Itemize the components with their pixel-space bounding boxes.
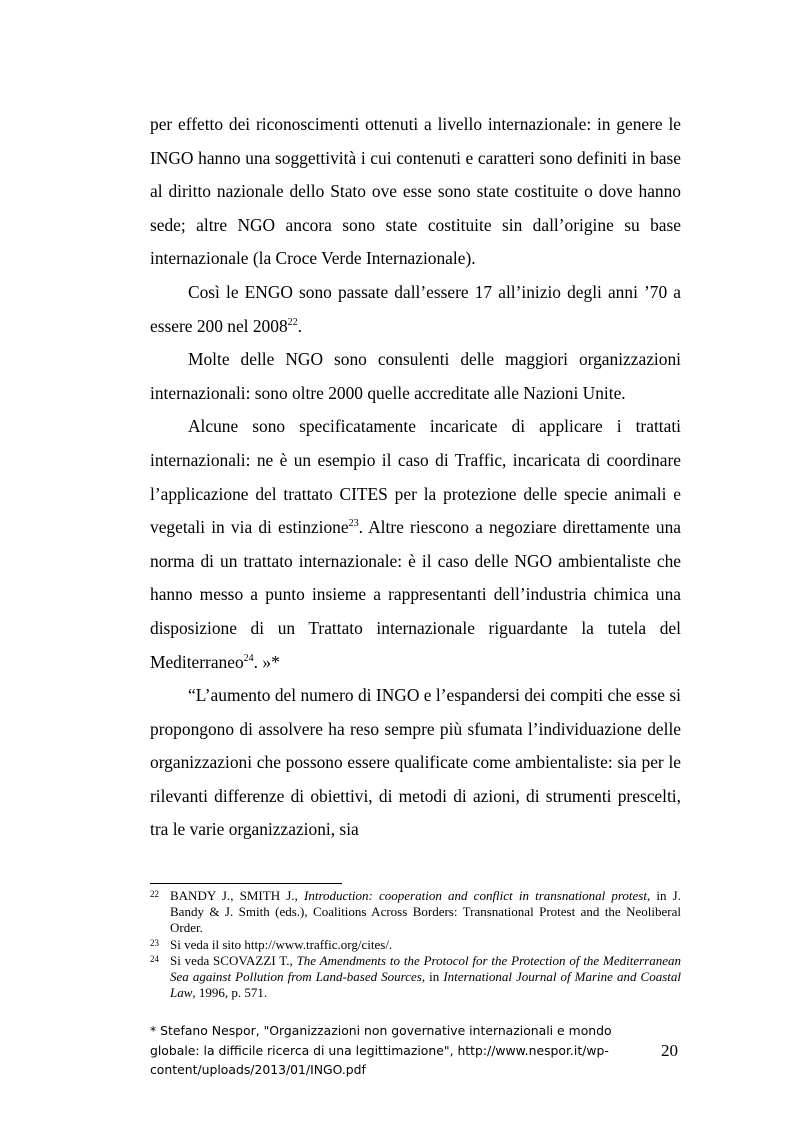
- source-note: * Stefano Nespor, "Organizzazioni non governative internazionali e mondo globale: la difficile ricerca di una legittimazione", http://www.nespor.it/wp-content/uploads/2013/01/INGO.pdf: [150, 1023, 612, 1077]
- footnote-24: 24 Si veda SCOVAZZI T., The Amendments to the Protocol for the Protection of the Mediterranean Sea against Pollution from Land-based Sources, in International Journal of Marine and Coastal Law, 1996, p. 571.: [150, 952, 681, 1001]
- footnotes: [150, 888, 681, 1001]
- footnote-number: 22: [150, 889, 159, 899]
- footnote-22: 22 BANDY J., SMITH J., Introduction: cooperation and conflict in transnational protest, in J. Bandy & J. Smith (eds.), Coalitions Across Borders: Transnational Protest and the Neoliberal Order.: [150, 888, 681, 936]
- footnote-separator: [150, 883, 342, 884]
- footnote-ref-22: 22: [287, 316, 298, 328]
- body-text: [150, 108, 681, 847]
- footnote-ref-24: 24: [243, 652, 254, 664]
- footnote-ref-23: 23: [348, 518, 359, 530]
- footnote-23: 23 Si veda il sito http://www.traffic.org/cites/.: [150, 936, 393, 952]
- paragraph-4: Alcune sono specificatamente incaricate di applicare i trattati internazionali: ne è un esempio il caso di Traffic, incaricata di coordinare l’applicazione del trattato CITES per la protezione delle specie animali e vegetali in via di estinzione$^{23}$. Altre riescono a negoziare direttamente una norma di un trattato internazionale: è il caso delle NGO ambientaliste che hanno messo a punto insieme a rappresentanti dell’industria chimica una disposizione di un Trattato internazionale riguardante la tutela del Mediterraneo$^{24}$. »*: [150, 416, 681, 672]
- paragraph-1: per effetto dei riconoscimenti ottenuti a livello internazionale: in genere le INGO hanno una soggettività i cui contenuti e caratteri sono definiti in base al diritto nazionale dello Stato ove esse sono state costituite o dove hanno sede; altre NGO ancora sono state costituite sin dall’origine su base internazionale (la Croce Verde Internazionale).: [150, 114, 681, 269]
- paragraph-5: “L’aumento del numero di INGO e l’espandersi dei compiti che esse si propongono di assolvere ha reso sempre più sfumata l’individuazione delle organizzazioni che possono essere qualificate come ambientaliste: sia per le rilevanti differenze di obiettivi, di metodi di azioni, di strumenti prescelti, tra le varie organizzazioni, sia: [150, 685, 681, 840]
- paragraph-2: Così le ENGO sono passate dall’essere 17 all’inizio degli anni ’70 a essere 200 nel 2008$^{22}$.: [150, 281, 681, 336]
- footnote-number: 24: [150, 953, 159, 964]
- page-number: 20: [661, 1041, 678, 1060]
- paragraph-3: Molte delle NGO sono consulenti delle maggiori organizzazioni internazionali: sono oltre 2000 quelle accreditate alle Nazioni Unite.: [150, 349, 681, 403]
- footnote-number: 23: [150, 937, 159, 948]
